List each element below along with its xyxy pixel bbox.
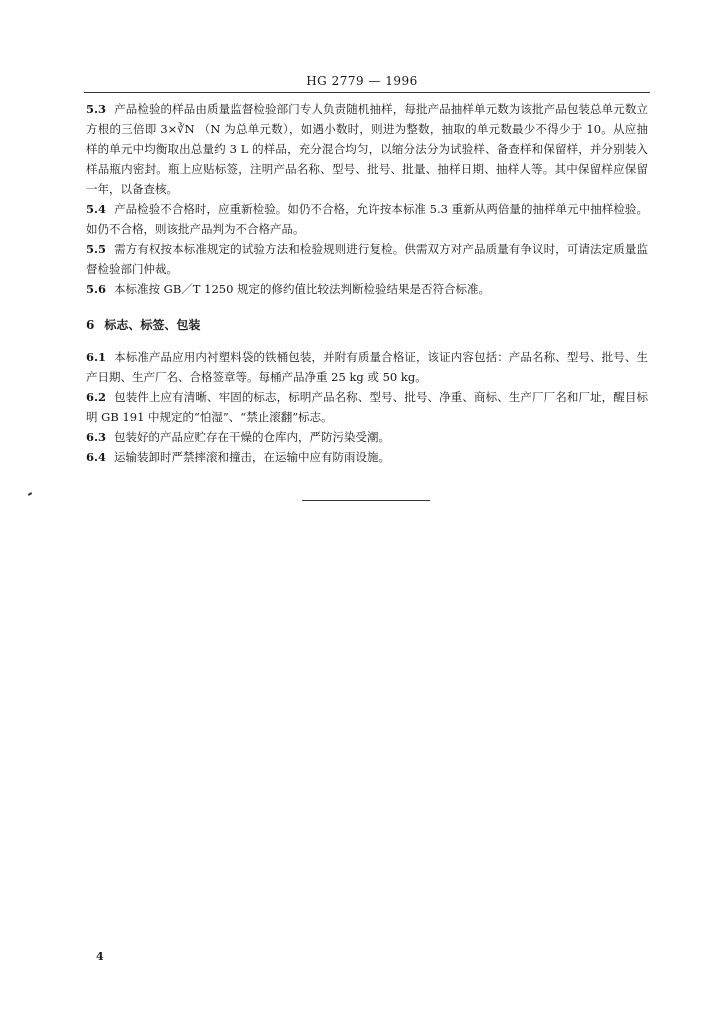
- heading-number: 6: [86, 318, 95, 332]
- section-6-2: [86, 387, 648, 427]
- section-text: 包装件上应有清晰、牢固的标志，标明产品名称、型号、批号、净重、商标、生产厂厂名和厂址，醒目标明 GB 191 中规定的“怕湿”、“禁止滚翻”标志。: [86, 390, 648, 424]
- section-text: 产品检验的样品由质量监督检验部门专人负责随机抽样，每批产品抽样单元数为该批产品包装总单元数立方根的三倍即 3×∛N （N 为总单元数），如遇小数时，则进为整数，抽取的单元数最少不得少于 10。从应抽样的单元中均衡取出总量约 3 L 的样品，充分混合均匀，以缩分法分为试验样、备查样和保留样，并分别装入样品瓶内密封。瓶上应贴标签，注明产品名称、型号、批号、批量、抽样日期、抽样人等。其中保留样应保留一年，以备查核。: [86, 102, 648, 196]
- section-5-5: [86, 239, 648, 279]
- section-number: 5.5: [86, 242, 107, 256]
- section-text: 包装好的产品应贮存在干燥的仓库内，严防污染受潮。: [114, 430, 391, 444]
- section-number: 6.4: [86, 450, 107, 464]
- section-text: 需方有权按本标准规定的试验方法和检验规则进行复检。供需双方对产品质量有争议时，可请法定质量监督检验部门仲裁。: [86, 242, 648, 276]
- section-6-3: [86, 427, 648, 447]
- header-rule: [84, 92, 650, 93]
- section-text: 本标准产品应用内衬塑料袋的铁桶包装，并附有质量合格证，该证内容包括：产品名称、型号、批号、生产日期、生产厂名、合格签章等。每桶产品净重 25 kg 或 50 kg。: [86, 350, 648, 384]
- section-text: 产品检验不合格时，应重新检验。如仍不合格，允许按本标准 5.3 重新从两倍量的抽样单元中抽样检验。如仍不合格，则该批产品判为不合格产品。: [86, 202, 648, 236]
- section-6-4: [86, 447, 648, 467]
- section-5-3: [86, 99, 648, 199]
- page-number: 4: [96, 950, 104, 963]
- heading-title: 标志、标签、包装: [104, 318, 201, 332]
- section-5-6: [86, 279, 648, 299]
- page-header: HG 2779 — 1996: [306, 74, 418, 88]
- section-number: 6.3: [86, 430, 107, 444]
- section-text: 本标准按 GB／T 1250 规定的修约值比较法判断检验结果是否符合标准。: [114, 282, 491, 296]
- section-number: 5.4: [86, 202, 107, 216]
- section-5-4: [86, 199, 648, 239]
- section-6-1: [86, 347, 648, 387]
- section-number: 6.1: [86, 350, 107, 364]
- scan-mark: [28, 492, 32, 496]
- document-body: [86, 99, 648, 467]
- section-heading-6: [86, 315, 648, 335]
- section-number: 5.3: [86, 102, 107, 116]
- end-of-document-rule: [302, 500, 430, 501]
- section-number: 5.6: [86, 282, 107, 296]
- section-number: 6.2: [86, 390, 107, 404]
- section-text: 运输装卸时严禁摔滚和撞击，在运输中应有防雨设施。: [114, 450, 391, 464]
